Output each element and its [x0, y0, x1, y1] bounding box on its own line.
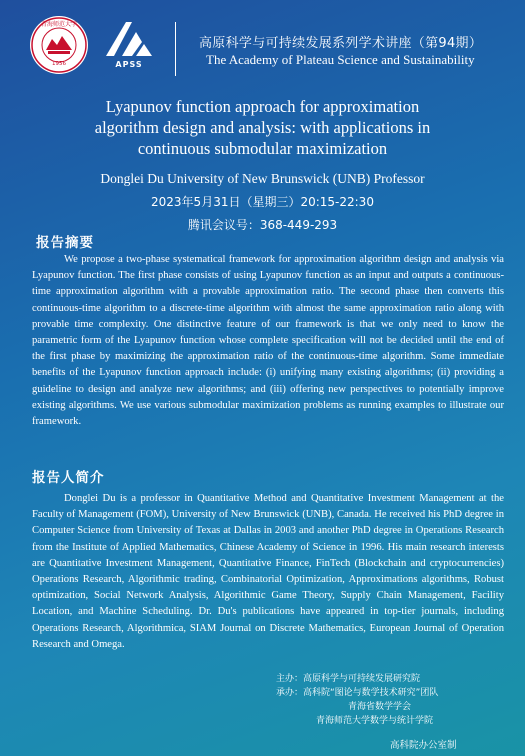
series-title-en: The Academy of Plateau Science and Sustainability	[206, 52, 475, 67]
talk-title-line: Lyapunov function approach for approximation	[105, 97, 420, 116]
meeting-id-line: 腾讯会议号：368-449-293	[187, 218, 338, 232]
university-logo-ring-text: 青海师范大学	[40, 21, 78, 28]
date-line: 2023年5月31日（星期三）20:15-22:30	[151, 195, 374, 209]
host-label: 主办：	[276, 674, 304, 684]
university-logo-year: 1956	[52, 61, 66, 67]
host-name: 高原科学与可持续发展研究院	[303, 674, 421, 684]
series-title-zh: 高原科学与可持续发展系列学术讲座（第94期）	[199, 36, 483, 51]
talk-title-line: algorithm design and analysis: with applications in	[94, 118, 431, 137]
organizers-block	[230, 672, 520, 728]
bio-heading: 报告人简介	[32, 470, 105, 486]
co-organizer-2: 青海省数学学会	[348, 702, 412, 712]
abstract-body: We propose a two-phase systematical framework for approximation algorithm design and analysis via Lyapunov function. The first phase consists of using Lyapunov function as an input and outputs a continuous-time approximation algorithm with a provable approximation ratio. The second phase then converts this continuous-time algorithm to a discrete-time algorithm with almost the same approximation ratio along with provable time complexity. One distinctive feature of our framework is that we only need to know the parametric form of the Lyapunov function whose complete specification will not be decided until the end of the first phase by maximizing the approximation ratio of the continuous-time algorithm. Some immediate benefits of the Lyapunov function approach include: (i) unifying many existing algorithms; (ii) providing a guideline to design and analyze new algorithms; and (iii) offering new perspectives to potentially improve existing algorithms. We use various submodular maximization problems as running examples to illustrate our framework.	[32, 254, 504, 428]
bio-body: Donglei Du is a professor in Quantitative Method and Quantitative Investment Management at the Faculty of Management (FOM), University of New Brunswick (UNB), Canada. He received his PhD degree in Computer Science from University of Texas at Dallas in 2003 and another PhD degree in Operations Research from the Institute of Applied Mathematics, Chinese Academy of Science in 1996. His main research interests are Quantitative Investment Management, Quantitative Finance, FinTech (Blockchain and cryptocurrencies) Operations Research, Algorithmic trading, Combinatorial Optimization, Approximations algorithms, Robust optimization, Social Network Analysis, Algorithmic Game Theory, Supply Chain Management, Facility Location, and Machine Scheduling. Dr. Du's publications have appeared in top-tier journals, including Operations Research, Algorithmica, SIAM Journal on Discrete Mathematics, European Journal of Operation Research and Omega.	[32, 493, 504, 650]
co-organizer-3: 青海师范大学数学与统计学院	[316, 716, 434, 726]
abstract-heading: 报告摘要	[36, 235, 94, 251]
speaker-line: Donglei Du University of New Brunswick (UNB) Professor	[100, 171, 425, 186]
co-organizer-1: 高科院“图论与数学技术研究”团队	[303, 688, 439, 698]
header-divider	[175, 22, 176, 76]
university-logo	[28, 14, 90, 76]
talk-title	[40, 96, 485, 159]
apss-logo-text: APSS	[115, 60, 143, 69]
talk-title-line: continuous submodular maximization	[137, 139, 388, 158]
office-credit: 高科院办公室制	[390, 740, 457, 751]
co-organizer-label: 承办：	[276, 688, 304, 698]
